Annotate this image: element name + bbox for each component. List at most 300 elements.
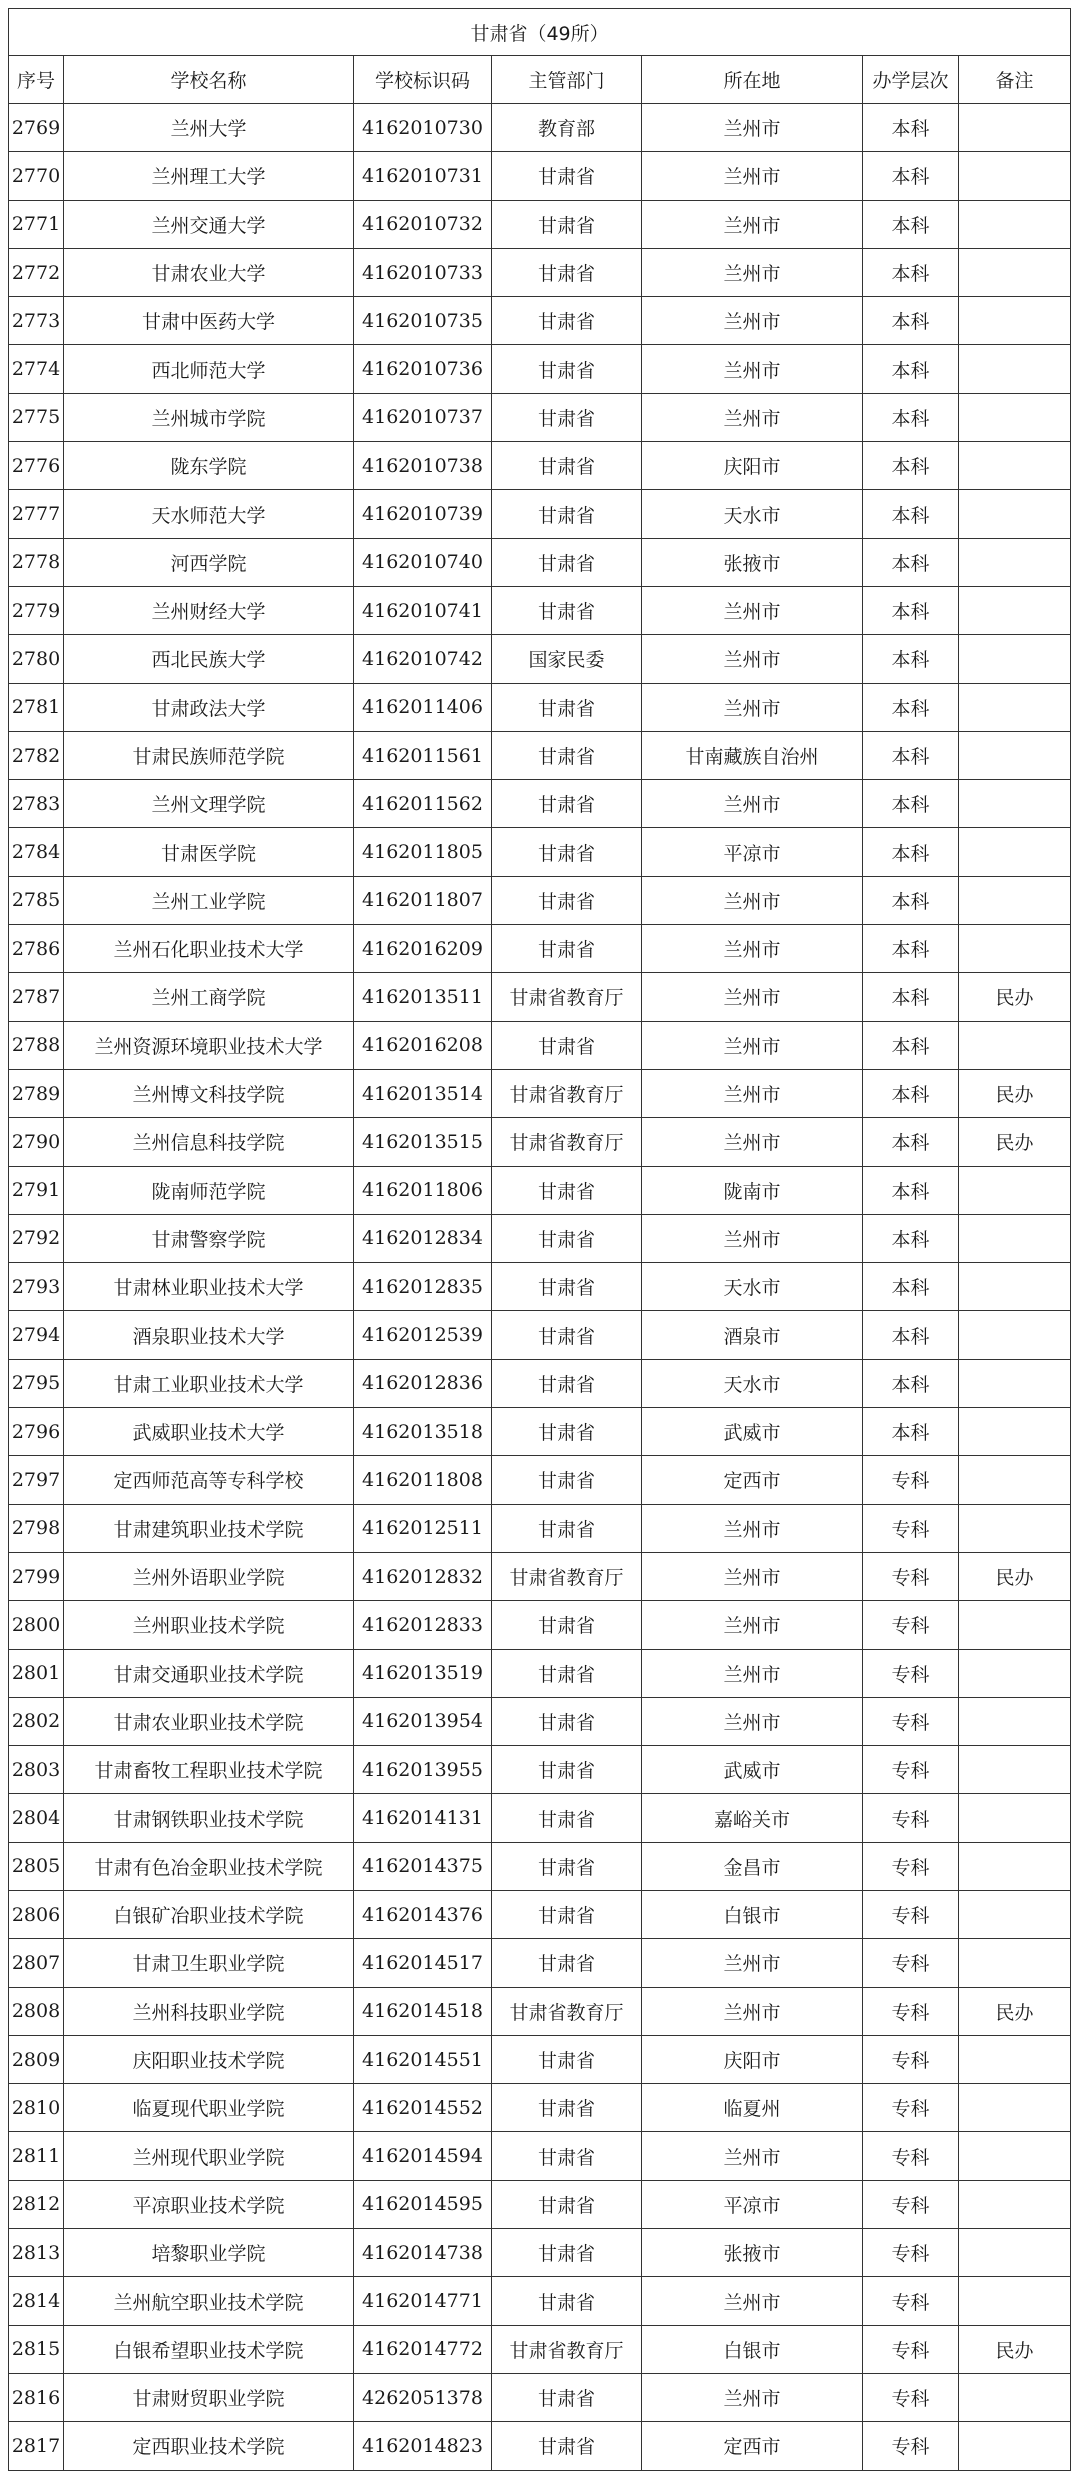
department-cell: 教育部: [492, 104, 642, 152]
table-row: [9, 2035, 1071, 2083]
location-cell: 兰州市: [642, 104, 863, 152]
school-name-cell: 甘肃医学院: [64, 828, 354, 876]
school-code-cell: 4162011805: [354, 828, 492, 876]
school-name-cell: 陇东学院: [64, 442, 354, 490]
row-number-cell: 2794: [9, 1311, 64, 1359]
department-cell: 甘肃省教育厅: [492, 1069, 642, 1117]
department-cell: 甘肃省: [492, 1601, 642, 1649]
row-number-cell: 2807: [9, 1939, 64, 1987]
row-number-cell: 2795: [9, 1359, 64, 1407]
location-cell: 武威市: [642, 1408, 863, 1456]
level-cell: 本科: [863, 104, 959, 152]
row-number-cell: 2805: [9, 1842, 64, 1890]
row-number-cell: 2774: [9, 345, 64, 393]
location-cell: 庆阳市: [642, 2035, 863, 2083]
location-cell: 兰州市: [642, 1069, 863, 1117]
school-code-cell: 4162010732: [354, 200, 492, 248]
location-cell: 兰州市: [642, 586, 863, 634]
remark-cell: [959, 1408, 1071, 1456]
school-code-cell: 4162013515: [354, 1118, 492, 1166]
row-number-cell: 2812: [9, 2180, 64, 2228]
school-code-cell: 4162014772: [354, 2325, 492, 2373]
row-number-cell: 2786: [9, 925, 64, 973]
department-cell: 甘肃省: [492, 2422, 642, 2470]
school-code-cell: 4162011406: [354, 683, 492, 731]
school-code-cell: 4162010733: [354, 248, 492, 296]
department-cell: 甘肃省: [492, 1794, 642, 1842]
school-code-cell: 4162014517: [354, 1939, 492, 1987]
school-code-cell: 4162014518: [354, 1987, 492, 2035]
remark-cell: [959, 2132, 1071, 2180]
department-cell: 甘肃省: [492, 2229, 642, 2277]
department-cell: 甘肃省: [492, 1697, 642, 1745]
level-cell: 专科: [863, 2422, 959, 2470]
table-row: [9, 1746, 1071, 1794]
row-number-cell: 2775: [9, 393, 64, 441]
department-cell: 甘肃省: [492, 393, 642, 441]
level-cell: 专科: [863, 2084, 959, 2132]
department-cell: 甘肃省: [492, 345, 642, 393]
location-cell: 张掖市: [642, 2229, 863, 2277]
school-name-cell: 甘肃财贸职业学院: [64, 2373, 354, 2421]
level-cell: 专科: [863, 1842, 959, 1890]
department-cell: 甘肃省: [492, 1408, 642, 1456]
location-cell: 兰州市: [642, 248, 863, 296]
department-cell: 甘肃省: [492, 1939, 642, 1987]
table-row: [9, 1214, 1071, 1262]
table-row: [9, 2422, 1071, 2470]
table-row: [9, 2084, 1071, 2132]
level-cell: 专科: [863, 2132, 959, 2180]
school-name-cell: 兰州职业技术学院: [64, 1601, 354, 1649]
row-number-cell: 2814: [9, 2277, 64, 2325]
header-cell: 所在地: [642, 56, 863, 104]
level-cell: 专科: [863, 2180, 959, 2228]
remark-cell: 民办: [959, 2325, 1071, 2373]
location-cell: 酒泉市: [642, 1311, 863, 1359]
school-name-cell: 兰州资源环境职业技术大学: [64, 1021, 354, 1069]
level-cell: 专科: [863, 1504, 959, 1552]
school-name-cell: 兰州外语职业学院: [64, 1552, 354, 1600]
remark-cell: [959, 1697, 1071, 1745]
table-row: [9, 104, 1071, 152]
location-cell: 兰州市: [642, 1118, 863, 1166]
row-number-cell: 2771: [9, 200, 64, 248]
table-row: [9, 635, 1071, 683]
school-code-cell: 4162014738: [354, 2229, 492, 2277]
location-cell: 天水市: [642, 1359, 863, 1407]
department-cell: 甘肃省: [492, 925, 642, 973]
school-name-cell: 武威职业技术大学: [64, 1408, 354, 1456]
document: [8, 8, 1070, 2471]
school-name-cell: 甘肃卫生职业学院: [64, 1939, 354, 1987]
department-cell: 甘肃省: [492, 490, 642, 538]
school-code-cell: 4162012511: [354, 1504, 492, 1552]
school-name-cell: 甘肃中医药大学: [64, 297, 354, 345]
school-name-cell: 庆阳职业技术学院: [64, 2035, 354, 2083]
location-cell: 张掖市: [642, 538, 863, 586]
level-cell: 本科: [863, 393, 959, 441]
row-number-cell: 2790: [9, 1118, 64, 1166]
row-number-cell: 2811: [9, 2132, 64, 2180]
location-cell: 兰州市: [642, 2277, 863, 2325]
school-name-cell: 甘肃畜牧工程职业技术学院: [64, 1746, 354, 1794]
school-code-cell: 4162013514: [354, 1069, 492, 1117]
remark-cell: [959, 1746, 1071, 1794]
school-name-cell: 甘肃交通职业技术学院: [64, 1649, 354, 1697]
level-cell: 本科: [863, 1214, 959, 1262]
school-code-cell: 4162012834: [354, 1214, 492, 1262]
remark-cell: [959, 1214, 1071, 1262]
school-name-cell: 甘肃政法大学: [64, 683, 354, 731]
level-cell: 专科: [863, 2277, 959, 2325]
school-code-cell: 4162011807: [354, 876, 492, 924]
department-cell: 甘肃省: [492, 2373, 642, 2421]
school-name-cell: 白银希望职业技术学院: [64, 2325, 354, 2373]
level-cell: 专科: [863, 1601, 959, 1649]
school-name-cell: 培黎职业学院: [64, 2229, 354, 2277]
school-name-cell: 天水师范大学: [64, 490, 354, 538]
school-code-cell: 4162010738: [354, 442, 492, 490]
department-cell: 甘肃省: [492, 1021, 642, 1069]
table-row: [9, 200, 1071, 248]
department-cell: 甘肃省: [492, 538, 642, 586]
level-cell: 本科: [863, 200, 959, 248]
department-cell: 甘肃省: [492, 2132, 642, 2180]
row-number-cell: 2772: [9, 248, 64, 296]
location-cell: 天水市: [642, 490, 863, 538]
school-code-cell: 4162014823: [354, 2422, 492, 2470]
department-cell: 甘肃省: [492, 1746, 642, 1794]
department-cell: 甘肃省教育厅: [492, 1987, 642, 2035]
table-row: [9, 1697, 1071, 1745]
level-cell: 专科: [863, 2373, 959, 2421]
table-row: [9, 2325, 1071, 2373]
remark-cell: [959, 1021, 1071, 1069]
header-cell: 学校名称: [64, 56, 354, 104]
location-cell: 白银市: [642, 2325, 863, 2373]
level-cell: 专科: [863, 1456, 959, 1504]
row-number-cell: 2777: [9, 490, 64, 538]
remark-cell: [959, 152, 1071, 200]
table-row: [9, 1987, 1071, 2035]
row-number-cell: 2782: [9, 731, 64, 779]
school-name-cell: 甘肃钢铁职业技术学院: [64, 1794, 354, 1842]
header-row: [9, 56, 1071, 104]
location-cell: 兰州市: [642, 1601, 863, 1649]
department-cell: 甘肃省: [492, 2277, 642, 2325]
remark-cell: [959, 1166, 1071, 1214]
school-name-cell: 西北师范大学: [64, 345, 354, 393]
location-cell: 兰州市: [642, 683, 863, 731]
remark-cell: [959, 1649, 1071, 1697]
school-code-cell: 4162010737: [354, 393, 492, 441]
level-cell: 专科: [863, 1649, 959, 1697]
level-cell: 专科: [863, 2229, 959, 2277]
level-cell: 专科: [863, 1746, 959, 1794]
remark-cell: [959, 635, 1071, 683]
school-name-cell: 酒泉职业技术大学: [64, 1311, 354, 1359]
row-number-cell: 2813: [9, 2229, 64, 2277]
row-number-cell: 2776: [9, 442, 64, 490]
table-row: [9, 345, 1071, 393]
school-name-cell: 兰州财经大学: [64, 586, 354, 634]
remark-cell: [959, 828, 1071, 876]
table-title: 甘肃省（49所）: [9, 9, 1071, 56]
location-cell: 金昌市: [642, 1842, 863, 1890]
school-name-cell: 定西师范高等专科学校: [64, 1456, 354, 1504]
remark-cell: [959, 876, 1071, 924]
row-number-cell: 2797: [9, 1456, 64, 1504]
location-cell: 兰州市: [642, 393, 863, 441]
school-name-cell: 白银矿冶职业技术学院: [64, 1890, 354, 1938]
department-cell: 甘肃省: [492, 1649, 642, 1697]
level-cell: 本科: [863, 828, 959, 876]
remark-cell: [959, 104, 1071, 152]
school-name-cell: 平凉职业技术学院: [64, 2180, 354, 2228]
school-code-cell: 4262051378: [354, 2373, 492, 2421]
school-name-cell: 兰州大学: [64, 104, 354, 152]
row-number-cell: 2793: [9, 1263, 64, 1311]
level-cell: 本科: [863, 1069, 959, 1117]
location-cell: 兰州市: [642, 1552, 863, 1600]
remark-cell: [959, 2084, 1071, 2132]
school-name-cell: 兰州交通大学: [64, 200, 354, 248]
table-row: [9, 1939, 1071, 1987]
school-name-cell: 兰州工业学院: [64, 876, 354, 924]
row-number-cell: 2773: [9, 297, 64, 345]
department-cell: 甘肃省: [492, 586, 642, 634]
level-cell: 专科: [863, 1552, 959, 1600]
table-row: [9, 2373, 1071, 2421]
level-cell: 本科: [863, 731, 959, 779]
level-cell: 本科: [863, 1263, 959, 1311]
location-cell: 兰州市: [642, 925, 863, 973]
table-row: [9, 152, 1071, 200]
level-cell: 专科: [863, 1939, 959, 1987]
department-cell: 甘肃省: [492, 1890, 642, 1938]
location-cell: 武威市: [642, 1746, 863, 1794]
table-row: [9, 1069, 1071, 1117]
row-number-cell: 2780: [9, 635, 64, 683]
school-code-cell: 4162016208: [354, 1021, 492, 1069]
level-cell: 本科: [863, 297, 959, 345]
school-code-cell: 4162011808: [354, 1456, 492, 1504]
location-cell: 兰州市: [642, 1214, 863, 1262]
remark-cell: [959, 1601, 1071, 1649]
school-code-cell: 4162010735: [354, 297, 492, 345]
header-cell: 办学层次: [863, 56, 959, 104]
location-cell: 平凉市: [642, 828, 863, 876]
school-code-cell: 4162010731: [354, 152, 492, 200]
location-cell: 兰州市: [642, 1987, 863, 2035]
location-cell: 甘南藏族自治州: [642, 731, 863, 779]
school-name-cell: 兰州科技职业学院: [64, 1987, 354, 2035]
school-code-cell: 4162013518: [354, 1408, 492, 1456]
school-name-cell: 兰州文理学院: [64, 780, 354, 828]
row-number-cell: 2804: [9, 1794, 64, 1842]
school-name-cell: 兰州博文科技学院: [64, 1069, 354, 1117]
table-row: [9, 2180, 1071, 2228]
level-cell: 本科: [863, 490, 959, 538]
school-name-cell: 甘肃工业职业技术大学: [64, 1359, 354, 1407]
level-cell: 本科: [863, 925, 959, 973]
row-number-cell: 2803: [9, 1746, 64, 1794]
department-cell: 甘肃省教育厅: [492, 1118, 642, 1166]
location-cell: 兰州市: [642, 1697, 863, 1745]
department-cell: 甘肃省: [492, 876, 642, 924]
table-row: [9, 925, 1071, 973]
table-row: [9, 683, 1071, 731]
header-cell: 学校标识码: [354, 56, 492, 104]
row-number-cell: 2810: [9, 2084, 64, 2132]
department-cell: 甘肃省: [492, 1504, 642, 1552]
table-row: [9, 538, 1071, 586]
school-code-cell: 4162012836: [354, 1359, 492, 1407]
school-code-cell: 4162010740: [354, 538, 492, 586]
location-cell: 兰州市: [642, 1504, 863, 1552]
location-cell: 临夏州: [642, 2084, 863, 2132]
school-code-cell: 4162016209: [354, 925, 492, 973]
row-number-cell: 2798: [9, 1504, 64, 1552]
school-code-cell: 4162014552: [354, 2084, 492, 2132]
level-cell: 本科: [863, 876, 959, 924]
remark-cell: [959, 1939, 1071, 1987]
department-cell: 甘肃省: [492, 1214, 642, 1262]
table-row: [9, 1890, 1071, 1938]
location-cell: 兰州市: [642, 297, 863, 345]
table-row: [9, 586, 1071, 634]
remark-cell: 民办: [959, 1987, 1071, 2035]
row-number-cell: 2785: [9, 876, 64, 924]
school-code-cell: 4162014375: [354, 1842, 492, 1890]
school-name-cell: 甘肃建筑职业技术学院: [64, 1504, 354, 1552]
table-row: [9, 1649, 1071, 1697]
department-cell: 甘肃省: [492, 248, 642, 296]
location-cell: 天水市: [642, 1263, 863, 1311]
school-code-cell: 4162011562: [354, 780, 492, 828]
remark-cell: 民办: [959, 1069, 1071, 1117]
row-number-cell: 2817: [9, 2422, 64, 2470]
school-code-cell: 4162013954: [354, 1697, 492, 1745]
remark-cell: [959, 393, 1071, 441]
department-cell: 国家民委: [492, 635, 642, 683]
remark-cell: [959, 200, 1071, 248]
table-row: [9, 1359, 1071, 1407]
level-cell: 本科: [863, 780, 959, 828]
location-cell: 兰州市: [642, 1649, 863, 1697]
remark-cell: [959, 586, 1071, 634]
remark-cell: [959, 2422, 1071, 2470]
level-cell: 本科: [863, 152, 959, 200]
location-cell: 庆阳市: [642, 442, 863, 490]
location-cell: 兰州市: [642, 1939, 863, 1987]
location-cell: 兰州市: [642, 2373, 863, 2421]
remark-cell: 民办: [959, 973, 1071, 1021]
location-cell: 兰州市: [642, 2132, 863, 2180]
department-cell: 甘肃省: [492, 1359, 642, 1407]
table-row: [9, 248, 1071, 296]
row-number-cell: 2796: [9, 1408, 64, 1456]
level-cell: 本科: [863, 1021, 959, 1069]
row-number-cell: 2787: [9, 973, 64, 1021]
department-cell: 甘肃省: [492, 200, 642, 248]
remark-cell: [959, 2277, 1071, 2325]
school-code-cell: 4162012833: [354, 1601, 492, 1649]
level-cell: 专科: [863, 2035, 959, 2083]
remark-cell: [959, 1456, 1071, 1504]
level-cell: 专科: [863, 1987, 959, 2035]
school-name-cell: 西北民族大学: [64, 635, 354, 683]
school-name-cell: 甘肃林业职业技术大学: [64, 1263, 354, 1311]
remark-cell: [959, 731, 1071, 779]
level-cell: 本科: [863, 1359, 959, 1407]
school-code-cell: 4162012835: [354, 1263, 492, 1311]
department-cell: 甘肃省: [492, 683, 642, 731]
level-cell: 本科: [863, 1408, 959, 1456]
department-cell: 甘肃省: [492, 1842, 642, 1890]
department-cell: 甘肃省: [492, 1263, 642, 1311]
school-name-cell: 甘肃警察学院: [64, 1214, 354, 1262]
school-name-cell: 临夏现代职业学院: [64, 2084, 354, 2132]
department-cell: 甘肃省: [492, 1456, 642, 1504]
table-row: [9, 1166, 1071, 1214]
remark-cell: [959, 780, 1071, 828]
level-cell: 本科: [863, 586, 959, 634]
school-code-cell: 4162014131: [354, 1794, 492, 1842]
school-code-cell: 4162012539: [354, 1311, 492, 1359]
location-cell: 定西市: [642, 2422, 863, 2470]
remark-cell: [959, 2180, 1071, 2228]
remark-cell: [959, 2229, 1071, 2277]
school-name-cell: 兰州航空职业技术学院: [64, 2277, 354, 2325]
level-cell: 本科: [863, 538, 959, 586]
location-cell: 嘉峪关市: [642, 1794, 863, 1842]
school-name-cell: 兰州石化职业技术大学: [64, 925, 354, 973]
table-row: [9, 1021, 1071, 1069]
table-row: [9, 2132, 1071, 2180]
level-cell: 专科: [863, 1794, 959, 1842]
table-row: [9, 1118, 1071, 1166]
row-number-cell: 2778: [9, 538, 64, 586]
table-row: [9, 1504, 1071, 1552]
school-code-cell: 4162014551: [354, 2035, 492, 2083]
table-row: [9, 1263, 1071, 1311]
department-cell: 甘肃省: [492, 2084, 642, 2132]
table-row: [9, 297, 1071, 345]
location-cell: 平凉市: [642, 2180, 863, 2228]
school-table: [8, 8, 1071, 2471]
department-cell: 甘肃省教育厅: [492, 2325, 642, 2373]
department-cell: 甘肃省: [492, 2180, 642, 2228]
remark-cell: [959, 248, 1071, 296]
row-number-cell: 2802: [9, 1697, 64, 1745]
table-row: [9, 1552, 1071, 1600]
school-name-cell: 甘肃农业大学: [64, 248, 354, 296]
table-row: [9, 1601, 1071, 1649]
table-row: [9, 490, 1071, 538]
table-row: [9, 780, 1071, 828]
school-name-cell: 甘肃农业职业技术学院: [64, 1697, 354, 1745]
school-name-cell: 河西学院: [64, 538, 354, 586]
department-cell: 甘肃省: [492, 828, 642, 876]
remark-cell: [959, 538, 1071, 586]
school-name-cell: 甘肃有色冶金职业技术学院: [64, 1842, 354, 1890]
table-row: [9, 828, 1071, 876]
row-number-cell: 2788: [9, 1021, 64, 1069]
department-cell: 甘肃省: [492, 780, 642, 828]
table-row: [9, 731, 1071, 779]
